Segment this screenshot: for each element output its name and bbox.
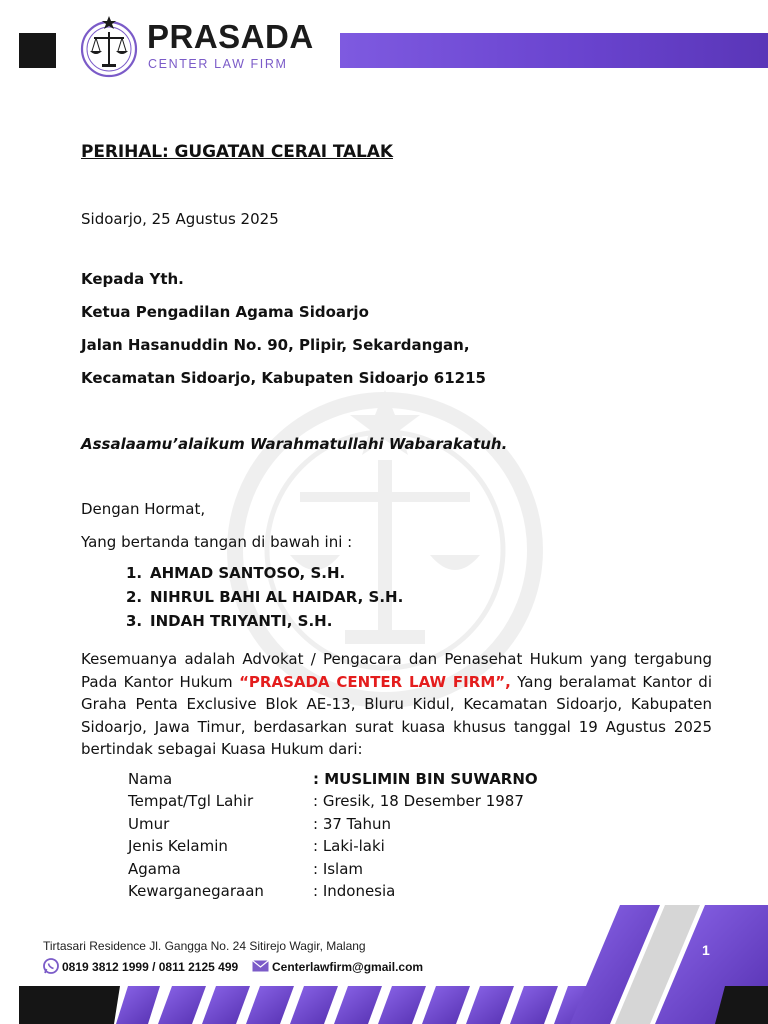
undersigned-intro: Yang bertanda tangan di bawah ini : (81, 533, 353, 551)
client-label-citizenship: Kewarganegaraan (128, 882, 264, 900)
place-date: Sidoarjo, 25 Agustus 2025 (81, 210, 279, 228)
page-number: 1 (702, 942, 710, 958)
mail-icon (252, 960, 269, 972)
whatsapp-icon (43, 958, 59, 974)
paragraph-text-part1: Kesemuanya adalah Advokat / Pengacara dan Penasehat Hukum yang tergabung Pada Kantor Hukum (81, 650, 712, 691)
firm-name-highlight: “PRASADA CENTER LAW FIRM”, (239, 672, 511, 691)
client-value-religion: : Islam (313, 860, 364, 878)
client-value-name: : MUSLIMIN BIN SUWARNO (313, 770, 538, 788)
lawyer-list-item (126, 612, 332, 630)
client-value-citizenship: : Indonesia (313, 882, 396, 900)
lawyer-name: NIHRUL BAHI AL HAIDAR, S.H. (150, 588, 404, 606)
list-number: 1. (126, 564, 143, 582)
scales-of-justice-logo-icon (76, 14, 142, 80)
greeting: Dengan Hormat, (81, 500, 206, 518)
footer-phone: 0819 3812 1999 / 0811 2125 499 (62, 960, 239, 974)
client-label-religion: Agama (128, 860, 181, 878)
brand-name: PRASADA (147, 18, 314, 55)
header-black-square (19, 33, 56, 68)
lawyer-name: INDAH TRIYANTI, S.H. (150, 612, 333, 630)
recipient: Ketua Pengadilan Agama Sidoarjo (81, 303, 369, 321)
header-purple-bar (340, 33, 768, 68)
client-label-name: Nama (128, 770, 173, 788)
footer-email: Centerlawfirm@gmail.com (272, 960, 424, 974)
list-number: 2. (126, 588, 143, 606)
brand-subtitle: CENTER LAW FIRM (148, 57, 288, 71)
client-value-gender: : Laki-laki (313, 837, 385, 855)
list-number: 3. (126, 612, 143, 630)
client-label-age: Umur (128, 815, 170, 833)
paragraph-text-part2: Yang beralamat Kantor di Graha Penta Exclusive Blok AE-13, Bluru Kidul, Kecamatan Sidoarjo, Kabupaten Sidoarjo, Jawa Timur, berdasarkan surat kuasa khusus tanggal 19 Agustus 2025 bertindak sebagai Kuasa Hukum dari: (81, 672, 712, 758)
to-label: Kepada Yth. (81, 270, 184, 288)
salam: Assalaamu’alaikum Warahmatullahi Wabarakatuh. (81, 435, 508, 453)
client-label-birth: Tempat/Tgl Lahir (128, 792, 254, 810)
lawyer-list-item (126, 564, 345, 582)
lawyer-list-item (126, 588, 403, 606)
lawyer-name: AHMAD SANTOSO, S.H. (150, 564, 346, 582)
client-value-age: : 37 Tahun (313, 815, 392, 833)
client-value-birth: : Gresik, 18 Desember 1987 (313, 792, 524, 810)
body-paragraph (81, 648, 712, 761)
recipient-address-line1: Jalan Hasanuddin No. 90, Plipir, Sekardangan, (81, 336, 470, 354)
client-label-gender: Jenis Kelamin (128, 837, 228, 855)
footer-address: Tirtasari Residence Jl. Gangga No. 24 Sitirejo Wagir, Malang (43, 939, 366, 953)
subject-title: PERIHAL: GUGATAN CERAI TALAK (81, 142, 393, 162)
recipient-address-line2: Kecamatan Sidoarjo, Kabupaten Sidoarjo 61215 (81, 369, 486, 387)
